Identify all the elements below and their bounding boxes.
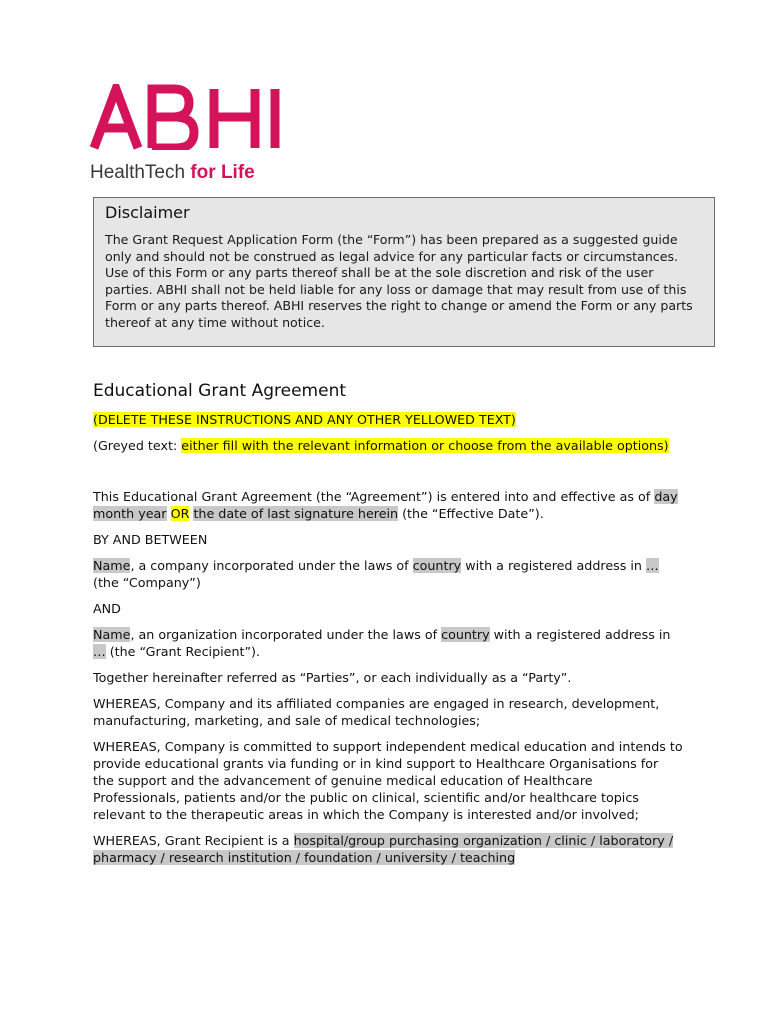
- abhi-logo: [90, 84, 290, 183]
- intro-paragraph: This Educational Grant Agreement (the “Agreement”) is entered into and effective as of day month year OR the date of last signature herein (the “Effective Date”).: [93, 489, 678, 521]
- disclaimer-text: The Grant Request Application Form (the “Form”) has been prepared as a suggested guide only and should not be construed as legal advice for any particular facts or circumstances. Use of this Form or any parts thereof shall be at the sole discretion and risk of the user parties. ABHI shall not be held liable for any loss or damage that may result from use of this Form or any parts thereof. ABHI reserves the right to change or amend the Form or any parts thereof at any time without notice.: [105, 232, 693, 330]
- document-title: Educational Grant Agreement: [93, 381, 347, 401]
- instructions-note: [93, 411, 683, 428]
- logo-tagline: HealthTech for Life: [90, 162, 255, 183]
- yellow-highlight: (DELETE THESE INSTRUCTIONS AND ANY OTHER YELLOWED TEXT): [93, 412, 516, 427]
- parties-paragraph: Together hereinafter referred as “Parties”, or each individually as a “Party”.: [93, 670, 572, 685]
- yellow-highlight: either fill with the relevant information or choose from the available options): [181, 438, 669, 453]
- between-heading: BY AND BETWEEN: [93, 532, 208, 547]
- disclaimer-title: Disclaimer: [105, 203, 190, 222]
- and-heading: AND: [93, 601, 121, 616]
- disclaimer-box: [93, 197, 715, 347]
- greyed-prefix: (Greyed text:: [93, 438, 182, 453]
- or-highlight: OR: [170, 506, 190, 521]
- company-party-paragraph: Name, a company incorporated under the laws of country with a registered address in … (the “Company”): [93, 558, 659, 590]
- date-placeholder[interactable]: day month year: [93, 489, 678, 521]
- whereas-paragraph-1: WHEREAS, Company and its affiliated companies are engaged in research, development, manufacturing, marketing, and sale of medical technologies;: [93, 696, 660, 728]
- whereas-paragraph-2: WHEREAS, Company is committed to support independent medical education and intends to provide educational grants via funding or in kind support to Healthcare Organisations for the support and the advancement of genuine medical education of Healthcare Professionals, patients and/or the public on clinical, scientific and/or healthcare topics relevant to the therapeutic areas in which the Company is interested and/or involved;: [93, 739, 683, 822]
- greyed-text-note: [93, 437, 683, 454]
- company-country-placeholder[interactable]: country: [412, 558, 462, 573]
- recipient-country-placeholder[interactable]: country: [441, 627, 490, 642]
- company-name-placeholder[interactable]: Name: [93, 558, 131, 573]
- recipient-address-placeholder[interactable]: …: [93, 644, 106, 659]
- company-address-placeholder[interactable]: …: [646, 558, 659, 573]
- abhi-wordmark-logo: [90, 84, 282, 150]
- recipient-name-placeholder[interactable]: Name: [93, 627, 131, 642]
- organization-type-options[interactable]: hospital/group purchasing organization / clinic / laboratory / pharmacy / research institution / foundation / university / teaching: [93, 833, 674, 865]
- signature-date-option[interactable]: the date of last signature herein: [193, 506, 399, 521]
- agreement-document: [93, 381, 683, 875]
- whereas-paragraph-3: WHEREAS, Grant Recipient is a hospital/group purchasing organization / clinic / laboratory / pharmacy / research institution / foundation / university / teaching: [93, 833, 674, 865]
- grant-recipient-paragraph: Name, an organization incorporated under the laws of country with a registered address in … (the “Grant Recipient”).: [93, 627, 671, 659]
